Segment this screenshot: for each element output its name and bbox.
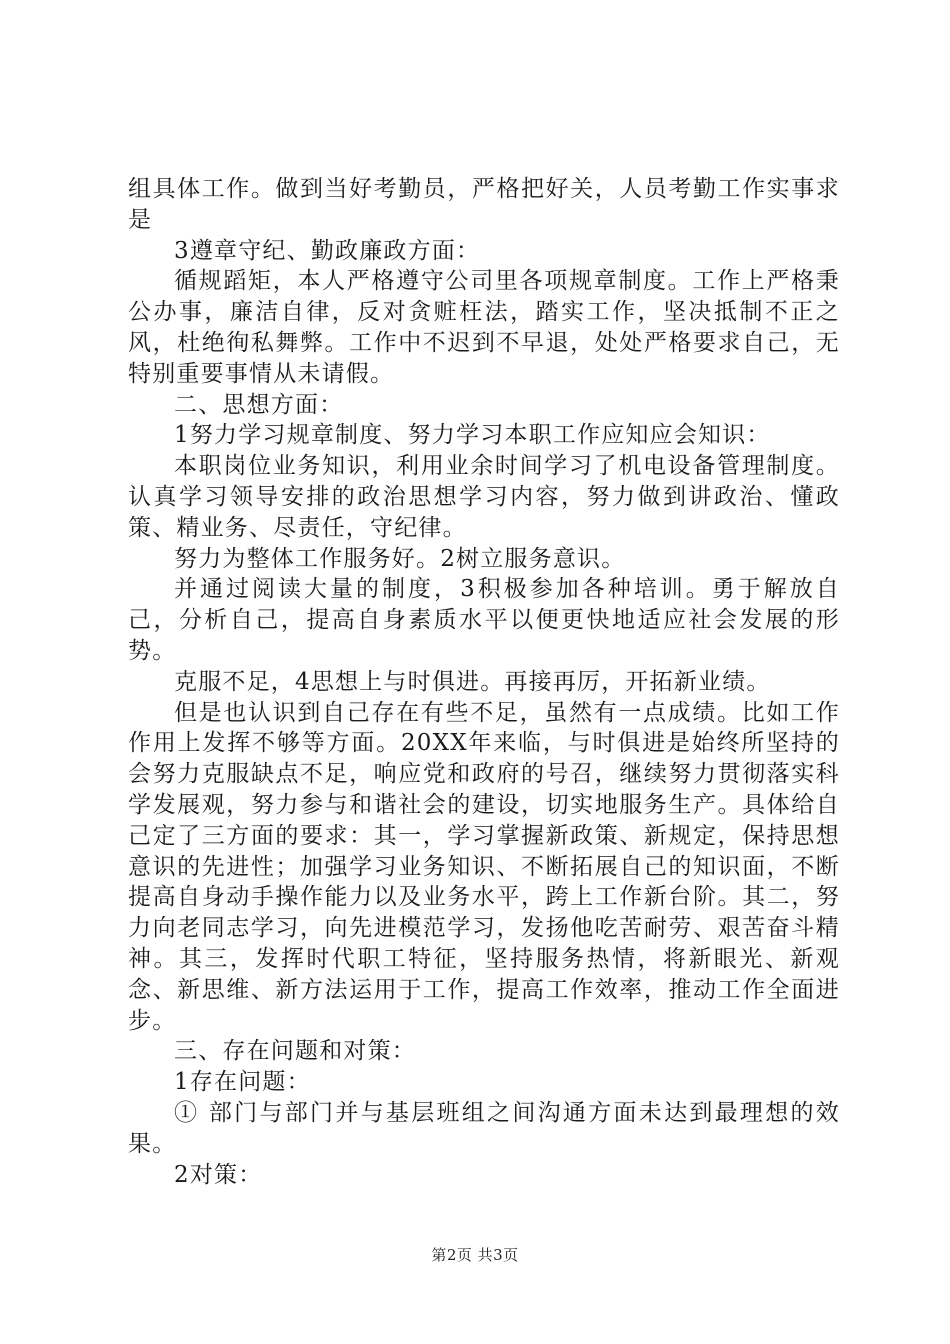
section-heading-thought: 二、思想方面：	[174, 391, 344, 418]
subheading-study: 1努力学习规章制度、努力学习本职工作应知应会知识：	[174, 422, 771, 449]
paragraph-progress: 克服不足，4思想上与时俱进。再接再厉，开拓新业绩。	[174, 668, 771, 695]
paragraph-discipline: 循规蹈矩，本人严格遵守公司里各项规章制度。工作上严格秉公办事，廉洁自律，反对贪赃枉法，踏实工作，坚决抵制不正之风，杜绝徇私舞弊。工作中不迟到不早退，处处严格要求自己，无特别重要事情从未请假。	[128, 268, 840, 387]
document-body	[128, 174, 840, 1190]
list-item-problem-1: ① 部门与部门并与基层班组之间沟通方面未达到最理想的效果。	[128, 1099, 840, 1157]
subheading-countermeasures: 2对策：	[174, 1161, 263, 1188]
section-heading-problems: 三、存在问题和对策：	[174, 1038, 416, 1065]
paragraph-continuation: 组具体工作。做到当好考勤员，严格把好关，人员考勤工作实事求是	[128, 176, 840, 233]
paragraph-study: 本职岗位业务知识，利用业余时间学习了机电设备管理制度。认真学习领导安排的政治思想学习内容，努力做到讲政治、懂政策、精业务、尽责任，守纪律。	[128, 453, 840, 541]
paragraph-training: 并通过阅读大量的制度，3积极参加各种培训。勇于解放自己，分析自己，提高自身素质水平以便更快地适应社会发展的形势。	[128, 576, 840, 664]
subheading-discipline: 3遵章守纪、勤政廉政方面：	[174, 237, 481, 264]
page-number-footer: 第2页 共3页	[431, 1246, 519, 1264]
paragraph-service: 努力为整体工作服务好。2树立服务意识。	[174, 545, 626, 572]
subheading-problems: 1存在问题：	[174, 1069, 311, 1096]
paragraph-shortcomings: 但是也认识到自己存在有些不足，虽然有一点成绩。比如工作作用上发挥不够等方面。20XX年来临，与时俱进是始终所坚持的会努力克服缺点不足，响应党和政府的号召，继续努力贯彻落实科学发展观，努力参与和谐社会的建设，切实地服务生产。具体给自己定了三方面的要求：其一，学习掌握新政策、新规定，保持思想意识的先进性；加强学习业务知识、不断拓展自己的知识面，不断提高自身动手操作能力以及业务水平，跨上工作新台阶。其二，努力向老同志学习，向先进模范学习，发扬他吃苦耐劳、艰苦奋斗精神。其三，发挥时代职工特征，坚持服务热情，将新眼光、新观念、新思维、新方法运用于工作，提高工作效率，推动工作全面进步。	[128, 699, 840, 1034]
